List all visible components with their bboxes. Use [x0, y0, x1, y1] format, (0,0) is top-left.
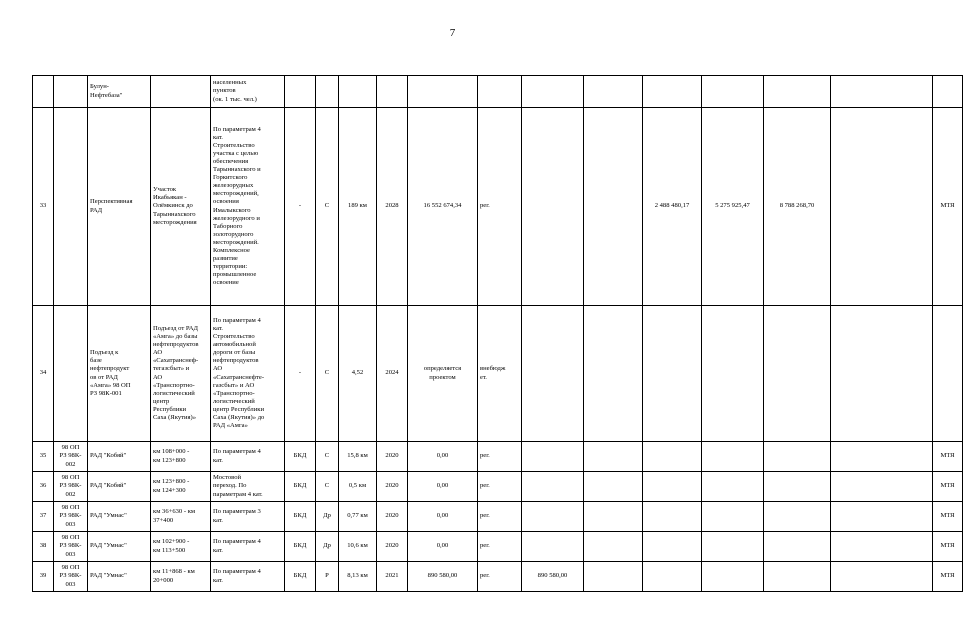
cell-organization: МТЯ: [933, 108, 963, 306]
cell-value-4: [702, 532, 764, 562]
cell-number: [33, 76, 54, 108]
cell-length: 10,6 км: [339, 532, 377, 562]
cell-purpose: По параметрам 3 кат.: [211, 502, 285, 532]
cell-value-5: [764, 472, 831, 502]
cell-value-4: [702, 76, 764, 108]
cell-purpose: По параметрам 4 кат.: [211, 532, 285, 562]
cell-value-1: [522, 502, 584, 532]
cell-length: 8,13 км: [339, 562, 377, 592]
cell-length: 0,77 км: [339, 502, 377, 532]
cell-cost: [408, 76, 478, 108]
cell-value-6: [831, 76, 933, 108]
cell-value-2: [584, 532, 643, 562]
cell-year: 2028: [377, 108, 408, 306]
cell-road-name: РАД "Кобяй": [88, 472, 151, 502]
cell-year: 2020: [377, 442, 408, 472]
cell-organization: МТЯ: [933, 472, 963, 502]
cell-value-3: [643, 442, 702, 472]
cell-value-2: [584, 76, 643, 108]
cell-section: км 123+800 - км 124+300: [151, 472, 211, 502]
cell-section: [151, 76, 211, 108]
cell-value-2: [584, 442, 643, 472]
cell-organization: [933, 306, 963, 442]
cell-value-6: [831, 502, 933, 532]
table-row: [33, 306, 963, 442]
cell-value-3: [643, 306, 702, 442]
cell-stage: Р: [316, 562, 339, 592]
cell-funding-source: рег.: [478, 442, 522, 472]
cell-value-2: [584, 562, 643, 592]
cell-value-2: [584, 502, 643, 532]
cell-category: БКД: [285, 442, 316, 472]
cell-road-name: Перспективная РАД: [88, 108, 151, 306]
cell-road-name: РАД "Умнас": [88, 532, 151, 562]
cell-value-1: [522, 442, 584, 472]
cell-value-6: [831, 442, 933, 472]
cell-purpose: По параметрам 4 кат. Строительство участка с целью обеспечения Тарыннахского и Горкитского железорудных месторождений, освоения Ималыкского железорудного и Таборного золоторудного месторождений. Комплексное развитие территории: промышленное освоение: [211, 108, 285, 306]
cell-section: км 102+900 - км 113+500: [151, 532, 211, 562]
cell-funding-source: рег.: [478, 562, 522, 592]
cell-number: 33: [33, 108, 54, 306]
table-row: [33, 472, 963, 502]
cell-length: 0,5 км: [339, 472, 377, 502]
cell-number: 37: [33, 502, 54, 532]
cell-road-code: [54, 306, 88, 442]
cell-value-4: [702, 502, 764, 532]
table-row: [33, 442, 963, 472]
cell-organization: МТЯ: [933, 502, 963, 532]
cell-section: Подъезд от РАД «Амга» до базы нефтепродуктов АО «Сахатранснеф- тегазсбыт» и АО «Транспортно- логистический центр Республики Саха (Якутия)»: [151, 306, 211, 442]
cell-cost: 890 580,00: [408, 562, 478, 592]
table-row: [33, 562, 963, 592]
cell-section: км 108+000 - км 123+800: [151, 442, 211, 472]
cell-value-6: [831, 562, 933, 592]
cell-category: БКД: [285, 532, 316, 562]
cell-value-4: 5 275 925,47: [702, 108, 764, 306]
cell-year: 2020: [377, 532, 408, 562]
cell-organization: МТЯ: [933, 562, 963, 592]
cell-road-name: РАД "Умнас": [88, 502, 151, 532]
cell-organization: [933, 76, 963, 108]
cell-funding-source: рег.: [478, 108, 522, 306]
cell-road-name: РАД "Кобяй": [88, 442, 151, 472]
cell-length: 4,52: [339, 306, 377, 442]
cell-section: Участок Икабьякан - Олёмкинск до Тарыннахского месторождения: [151, 108, 211, 306]
cell-value-6: [831, 306, 933, 442]
cell-funding-source: внебюдж ет.: [478, 306, 522, 442]
cell-year: [377, 76, 408, 108]
cell-funding-source: рег.: [478, 502, 522, 532]
cell-value-1: [522, 76, 584, 108]
cell-stage: С: [316, 306, 339, 442]
cell-value-5: [764, 306, 831, 442]
cell-year: 2024: [377, 306, 408, 442]
cell-value-3: [643, 562, 702, 592]
cell-value-2: [584, 472, 643, 502]
cell-value-3: [643, 532, 702, 562]
cell-stage: С: [316, 108, 339, 306]
cell-stage: Др: [316, 532, 339, 562]
cell-purpose: По параметрам 4 кат.: [211, 442, 285, 472]
table-row: [33, 108, 963, 306]
cell-road-code: 98 ОП РЗ 98К- 003: [54, 562, 88, 592]
cell-value-1: [522, 108, 584, 306]
cell-value-3: [643, 502, 702, 532]
cell-value-4: [702, 562, 764, 592]
page-number: 7: [449, 27, 456, 39]
table-row: [33, 76, 963, 108]
cell-year: 2020: [377, 472, 408, 502]
cell-road-name: Подъезд к базе нефтепродукт ов от РАД «Амга» 98 ОП РЗ 98К-001: [88, 306, 151, 442]
cell-cost: 0,00: [408, 472, 478, 502]
cell-road-code: 98 ОП РЗ 98К- 003: [54, 532, 88, 562]
road-projects-table: [32, 75, 963, 592]
cell-category: [285, 76, 316, 108]
cell-value-6: [831, 532, 933, 562]
cell-number: 38: [33, 532, 54, 562]
cell-organization: МТЯ: [933, 532, 963, 562]
cell-value-3: [643, 76, 702, 108]
cell-road-code: [54, 76, 88, 108]
cell-category: -: [285, 108, 316, 306]
cell-purpose: По параметрам 4 кат. Строительство автомобильной дороги от базы нефтепродуктов АО «Сахатранснефте- газсбыт» и АО «Транспортно- логистический центр Республики Саха (Якутия)» до РАД «Амга»: [211, 306, 285, 442]
cell-stage: С: [316, 472, 339, 502]
table-row: [33, 502, 963, 532]
cell-value-4: [702, 442, 764, 472]
cell-value-2: [584, 306, 643, 442]
cell-value-3: 2 488 480,17: [643, 108, 702, 306]
cell-road-code: 98 ОП РЗ 98К- 003: [54, 502, 88, 532]
cell-road-code: 98 ОП РЗ 98К- 002: [54, 472, 88, 502]
cell-section: км 11+868 - км 20+000: [151, 562, 211, 592]
cell-value-4: [702, 472, 764, 502]
cell-number: 34: [33, 306, 54, 442]
cell-cost: 16 552 674,34: [408, 108, 478, 306]
cell-category: БКД: [285, 502, 316, 532]
cell-category: -: [285, 306, 316, 442]
cell-stage: Др: [316, 502, 339, 532]
cell-value-5: [764, 502, 831, 532]
cell-road-code: [54, 108, 88, 306]
cell-value-5: [764, 442, 831, 472]
cell-value-6: [831, 108, 933, 306]
cell-road-code: 98 ОП РЗ 98К- 002: [54, 442, 88, 472]
table-row: [33, 532, 963, 562]
cell-value-1: 890 580,00: [522, 562, 584, 592]
cell-purpose: населенных пунктов (ок. 1 тыс. чел.): [211, 76, 285, 108]
cell-number: 39: [33, 562, 54, 592]
cell-number: 36: [33, 472, 54, 502]
cell-value-6: [831, 472, 933, 502]
cell-value-5: 8 788 268,70: [764, 108, 831, 306]
cell-length: 189 км: [339, 108, 377, 306]
cell-stage: С: [316, 442, 339, 472]
cell-value-5: [764, 76, 831, 108]
cell-purpose: По параметрам 4 кат.: [211, 562, 285, 592]
cell-number: 35: [33, 442, 54, 472]
cell-cost: определяется проектом: [408, 306, 478, 442]
cell-year: 2020: [377, 502, 408, 532]
cell-funding-source: рег.: [478, 532, 522, 562]
cell-value-1: [522, 532, 584, 562]
cell-value-4: [702, 306, 764, 442]
cell-road-name: РАД "Умнас": [88, 562, 151, 592]
cell-value-1: [522, 306, 584, 442]
cell-year: 2021: [377, 562, 408, 592]
cell-length: 15,8 км: [339, 442, 377, 472]
cell-length: [339, 76, 377, 108]
cell-section: км 36+630 - км 37+400: [151, 502, 211, 532]
cell-purpose: Мостовой переход. По параметрам 4 кат.: [211, 472, 285, 502]
cell-funding-source: [478, 76, 522, 108]
cell-category: БКД: [285, 562, 316, 592]
cell-road-name: Булун- Нефтебаза": [88, 76, 151, 108]
cell-stage: [316, 76, 339, 108]
cell-funding-source: рег.: [478, 472, 522, 502]
cell-cost: 0,00: [408, 442, 478, 472]
cell-value-1: [522, 472, 584, 502]
cell-category: БКД: [285, 472, 316, 502]
cell-value-5: [764, 562, 831, 592]
cell-organization: МТЯ: [933, 442, 963, 472]
cell-value-5: [764, 532, 831, 562]
cell-cost: 0,00: [408, 532, 478, 562]
cell-cost: 0,00: [408, 502, 478, 532]
cell-value-2: [584, 108, 643, 306]
cell-value-3: [643, 472, 702, 502]
